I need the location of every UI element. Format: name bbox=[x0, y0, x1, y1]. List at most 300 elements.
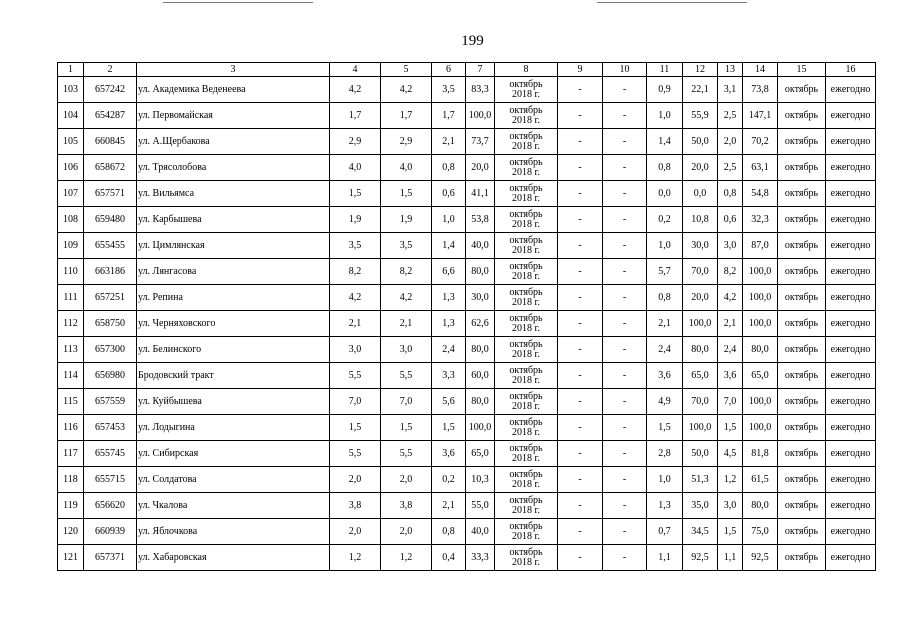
cell-code: 655455 bbox=[84, 233, 137, 259]
cell-col-7: 55,0 bbox=[466, 493, 495, 519]
table-row bbox=[58, 519, 876, 545]
cell-col-7: 53,8 bbox=[466, 207, 495, 233]
cell-col-7: 41,1 bbox=[466, 181, 495, 207]
cell-col-4: 3,0 bbox=[330, 337, 381, 363]
cell-year: 2018 г. bbox=[512, 322, 540, 334]
cell-col-15: октябрь bbox=[778, 181, 826, 207]
cell-col-10: - bbox=[603, 285, 647, 311]
cell-street: ул. Трясолобова bbox=[137, 155, 330, 181]
col-header-3: 3 bbox=[137, 63, 330, 77]
cell-col-13: 3,0 bbox=[718, 493, 743, 519]
table-row bbox=[58, 207, 876, 233]
cell-col-15: октябрь bbox=[778, 441, 826, 467]
cell-col-13: 1,5 bbox=[718, 415, 743, 441]
cell-col-15: октябрь bbox=[778, 467, 826, 493]
col-header-10: 10 bbox=[603, 63, 647, 77]
cell-col-7: 40,0 bbox=[466, 233, 495, 259]
cell-month: октябрь bbox=[509, 442, 543, 454]
cell-col-10: - bbox=[603, 337, 647, 363]
cell-col-13: 1,2 bbox=[718, 467, 743, 493]
cell-col-13: 2,5 bbox=[718, 155, 743, 181]
cell-col-11: 5,7 bbox=[647, 259, 683, 285]
cell-col-16: ежегодно bbox=[826, 519, 876, 545]
cell-street: ул. Солдатова bbox=[137, 467, 330, 493]
cell-col-16: ежегодно bbox=[826, 103, 876, 129]
cell-col-10: - bbox=[603, 363, 647, 389]
cell-col-14: 100,0 bbox=[743, 311, 778, 337]
table-row bbox=[58, 311, 876, 337]
cell-street: ул. Куйбышева bbox=[137, 389, 330, 415]
cell-col-5: 2,9 bbox=[381, 129, 432, 155]
col-header-9: 9 bbox=[558, 63, 603, 77]
col-header-5: 5 bbox=[381, 63, 432, 77]
cell-col-15: октябрь bbox=[778, 415, 826, 441]
cell-col-11: 0,8 bbox=[647, 155, 683, 181]
cell-month: октябрь bbox=[509, 234, 543, 246]
table-row bbox=[58, 77, 876, 103]
cell-col-12: 34,5 bbox=[683, 519, 718, 545]
cell-col-4: 5,5 bbox=[330, 441, 381, 467]
col-header-13: 13 bbox=[718, 63, 743, 77]
cell-col-10: - bbox=[603, 493, 647, 519]
cell-year: 2018 г. bbox=[512, 556, 540, 568]
cell-col-12: 10,8 bbox=[683, 207, 718, 233]
cell-col-14: 100,0 bbox=[743, 285, 778, 311]
cell-col-13: 0,8 bbox=[718, 181, 743, 207]
cell-row-number: 105 bbox=[58, 129, 84, 155]
cell-col-6: 3,5 bbox=[432, 77, 466, 103]
cell-col-8 bbox=[495, 103, 558, 129]
table-row bbox=[58, 493, 876, 519]
cell-col-5: 3,5 bbox=[381, 233, 432, 259]
cell-col-10: - bbox=[603, 129, 647, 155]
cell-col-11: 1,0 bbox=[647, 233, 683, 259]
cell-col-4: 5,5 bbox=[330, 363, 381, 389]
header-row bbox=[58, 63, 876, 77]
cell-month: октябрь bbox=[509, 182, 543, 194]
cell-year: 2018 г. bbox=[512, 452, 540, 464]
cell-col-4: 2,0 bbox=[330, 519, 381, 545]
cell-col-10: - bbox=[603, 155, 647, 181]
cell-code: 658672 bbox=[84, 155, 137, 181]
cell-col-14: 65,0 bbox=[743, 363, 778, 389]
cell-col-15: октябрь bbox=[778, 77, 826, 103]
cell-street: ул. Вильямса bbox=[137, 181, 330, 207]
cell-col-11: 1,0 bbox=[647, 467, 683, 493]
cell-col-12: 80,0 bbox=[683, 337, 718, 363]
cell-col-10: - bbox=[603, 519, 647, 545]
cell-col-8 bbox=[495, 155, 558, 181]
cell-col-12: 55,9 bbox=[683, 103, 718, 129]
cell-col-7: 80,0 bbox=[466, 337, 495, 363]
cell-col-13: 4,5 bbox=[718, 441, 743, 467]
cell-col-15: октябрь bbox=[778, 129, 826, 155]
cell-col-12: 30,0 bbox=[683, 233, 718, 259]
cell-col-9: - bbox=[558, 233, 603, 259]
cell-col-16: ежегодно bbox=[826, 233, 876, 259]
cell-col-16: ежегодно bbox=[826, 467, 876, 493]
table-row bbox=[58, 545, 876, 571]
cell-col-15: октябрь bbox=[778, 545, 826, 571]
cell-code: 657571 bbox=[84, 181, 137, 207]
cell-street: Бродовский тракт bbox=[137, 363, 330, 389]
col-header-11: 11 bbox=[647, 63, 683, 77]
table-row bbox=[58, 233, 876, 259]
cell-col-14: 92,5 bbox=[743, 545, 778, 571]
cell-col-11: 0,0 bbox=[647, 181, 683, 207]
cell-year: 2018 г. bbox=[512, 88, 540, 100]
cell-col-16: ежегодно bbox=[826, 285, 876, 311]
cell-month: октябрь bbox=[509, 338, 543, 350]
cell-col-16: ежегодно bbox=[826, 77, 876, 103]
cell-col-16: ежегодно bbox=[826, 155, 876, 181]
cell-col-5: 2,1 bbox=[381, 311, 432, 337]
cell-col-15: октябрь bbox=[778, 233, 826, 259]
cell-year: 2018 г. bbox=[512, 296, 540, 308]
cell-col-16: ежегодно bbox=[826, 207, 876, 233]
cell-row-number: 119 bbox=[58, 493, 84, 519]
cell-col-15: октябрь bbox=[778, 493, 826, 519]
cell-col-14: 87,0 bbox=[743, 233, 778, 259]
cell-col-5: 2,0 bbox=[381, 467, 432, 493]
cell-col-5: 3,8 bbox=[381, 493, 432, 519]
cell-col-14: 63,1 bbox=[743, 155, 778, 181]
table-row bbox=[58, 181, 876, 207]
cell-col-6: 1,5 bbox=[432, 415, 466, 441]
cell-col-14: 80,0 bbox=[743, 337, 778, 363]
cell-code: 660939 bbox=[84, 519, 137, 545]
cell-code: 657559 bbox=[84, 389, 137, 415]
cell-col-5: 4,0 bbox=[381, 155, 432, 181]
cell-col-4: 1,5 bbox=[330, 181, 381, 207]
cell-col-16: ежегодно bbox=[826, 389, 876, 415]
cell-col-13: 2,5 bbox=[718, 103, 743, 129]
cell-col-15: октябрь bbox=[778, 155, 826, 181]
cell-month: октябрь bbox=[509, 78, 543, 90]
cell-col-15: октябрь bbox=[778, 389, 826, 415]
cell-col-11: 2,1 bbox=[647, 311, 683, 337]
cell-col-4: 1,7 bbox=[330, 103, 381, 129]
cell-month: октябрь bbox=[509, 416, 543, 428]
cell-col-5: 4,2 bbox=[381, 285, 432, 311]
cell-col-7: 62,6 bbox=[466, 311, 495, 337]
cell-col-4: 1,9 bbox=[330, 207, 381, 233]
cell-col-6: 0,8 bbox=[432, 519, 466, 545]
table-row bbox=[58, 389, 876, 415]
col-header-16: 16 bbox=[826, 63, 876, 77]
cell-col-5: 2,0 bbox=[381, 519, 432, 545]
cell-col-16: ежегодно bbox=[826, 129, 876, 155]
cell-code: 659480 bbox=[84, 207, 137, 233]
cell-col-6: 1,4 bbox=[432, 233, 466, 259]
cell-col-4: 7,0 bbox=[330, 389, 381, 415]
col-header-7: 7 bbox=[466, 63, 495, 77]
cell-col-16: ежегодно bbox=[826, 311, 876, 337]
cell-street: ул. А.Щербакова bbox=[137, 129, 330, 155]
table-body bbox=[58, 77, 876, 571]
cell-col-4: 1,2 bbox=[330, 545, 381, 571]
cell-col-11: 2,4 bbox=[647, 337, 683, 363]
cell-col-7: 100,0 bbox=[466, 103, 495, 129]
cell-col-11: 1,4 bbox=[647, 129, 683, 155]
cell-col-15: октябрь bbox=[778, 259, 826, 285]
cell-col-6: 6,6 bbox=[432, 259, 466, 285]
cell-row-number: 112 bbox=[58, 311, 84, 337]
cell-col-14: 70,2 bbox=[743, 129, 778, 155]
col-header-14: 14 bbox=[743, 63, 778, 77]
cell-col-14: 100,0 bbox=[743, 259, 778, 285]
cell-year: 2018 г. bbox=[512, 374, 540, 386]
cell-col-5: 1,5 bbox=[381, 415, 432, 441]
cell-col-12: 70,0 bbox=[683, 259, 718, 285]
cell-month: октябрь bbox=[509, 520, 543, 532]
cell-month: октябрь bbox=[509, 364, 543, 376]
cell-col-5: 4,2 bbox=[381, 77, 432, 103]
cell-col-5: 3,0 bbox=[381, 337, 432, 363]
cell-street: ул. Черняховского bbox=[137, 311, 330, 337]
cell-col-8 bbox=[495, 519, 558, 545]
cell-code: 657453 bbox=[84, 415, 137, 441]
cell-col-16: ежегодно bbox=[826, 415, 876, 441]
cell-col-9: - bbox=[558, 207, 603, 233]
cell-col-7: 20,0 bbox=[466, 155, 495, 181]
cell-code: 657242 bbox=[84, 77, 137, 103]
cell-year: 2018 г. bbox=[512, 166, 540, 178]
cell-col-13: 3,0 bbox=[718, 233, 743, 259]
cell-col-13: 8,2 bbox=[718, 259, 743, 285]
table-row bbox=[58, 129, 876, 155]
cell-col-4: 4,2 bbox=[330, 77, 381, 103]
cell-row-number: 109 bbox=[58, 233, 84, 259]
cell-col-6: 0,6 bbox=[432, 181, 466, 207]
cell-col-15: октябрь bbox=[778, 363, 826, 389]
cell-col-10: - bbox=[603, 181, 647, 207]
cell-col-12: 100,0 bbox=[683, 311, 718, 337]
cell-row-number: 121 bbox=[58, 545, 84, 571]
cell-col-6: 5,6 bbox=[432, 389, 466, 415]
cell-row-number: 103 bbox=[58, 77, 84, 103]
cell-col-9: - bbox=[558, 363, 603, 389]
cell-col-6: 1,3 bbox=[432, 285, 466, 311]
cell-col-5: 1,9 bbox=[381, 207, 432, 233]
cell-col-11: 1,0 bbox=[647, 103, 683, 129]
cell-col-9: - bbox=[558, 77, 603, 103]
cell-col-11: 4,9 bbox=[647, 389, 683, 415]
cell-street: ул. Белинского bbox=[137, 337, 330, 363]
cell-col-4: 3,8 bbox=[330, 493, 381, 519]
cell-col-8 bbox=[495, 493, 558, 519]
cell-col-8 bbox=[495, 545, 558, 571]
cell-col-13: 1,1 bbox=[718, 545, 743, 571]
cell-col-7: 33,3 bbox=[466, 545, 495, 571]
cell-col-6: 3,3 bbox=[432, 363, 466, 389]
cell-col-13: 7,0 bbox=[718, 389, 743, 415]
cell-col-8 bbox=[495, 389, 558, 415]
table-row bbox=[58, 415, 876, 441]
cell-col-9: - bbox=[558, 545, 603, 571]
cell-month: октябрь bbox=[509, 546, 543, 558]
cell-col-12: 20,0 bbox=[683, 155, 718, 181]
cell-row-number: 116 bbox=[58, 415, 84, 441]
cell-col-4: 2,9 bbox=[330, 129, 381, 155]
cell-col-10: - bbox=[603, 207, 647, 233]
cell-year: 2018 г. bbox=[512, 270, 540, 282]
cell-col-14: 75,0 bbox=[743, 519, 778, 545]
col-header-4: 4 bbox=[330, 63, 381, 77]
cell-col-8 bbox=[495, 259, 558, 285]
data-table bbox=[57, 62, 876, 571]
cell-month: октябрь bbox=[509, 286, 543, 298]
cell-col-8 bbox=[495, 337, 558, 363]
cell-col-16: ежегодно bbox=[826, 259, 876, 285]
cell-year: 2018 г. bbox=[512, 140, 540, 152]
cell-month: октябрь bbox=[509, 260, 543, 272]
cell-col-4: 2,1 bbox=[330, 311, 381, 337]
cell-col-7: 73,7 bbox=[466, 129, 495, 155]
cell-code: 656620 bbox=[84, 493, 137, 519]
cell-col-12: 70,0 bbox=[683, 389, 718, 415]
cell-col-10: - bbox=[603, 77, 647, 103]
cell-col-11: 1,1 bbox=[647, 545, 683, 571]
cell-street: ул. Академика Веденеева bbox=[137, 77, 330, 103]
cell-col-6: 0,8 bbox=[432, 155, 466, 181]
cell-row-number: 117 bbox=[58, 441, 84, 467]
cell-col-16: ежегодно bbox=[826, 441, 876, 467]
cell-row-number: 111 bbox=[58, 285, 84, 311]
cell-col-14: 100,0 bbox=[743, 415, 778, 441]
cell-year: 2018 г. bbox=[512, 478, 540, 490]
cell-col-4: 4,2 bbox=[330, 285, 381, 311]
col-header-8: 8 bbox=[495, 63, 558, 77]
cell-col-9: - bbox=[558, 415, 603, 441]
cell-col-13: 0,6 bbox=[718, 207, 743, 233]
table-row bbox=[58, 467, 876, 493]
page-number: 199 bbox=[461, 33, 484, 49]
table-row bbox=[58, 337, 876, 363]
cell-col-16: ежегодно bbox=[826, 493, 876, 519]
cell-col-12: 92,5 bbox=[683, 545, 718, 571]
cell-col-12: 65,0 bbox=[683, 363, 718, 389]
cell-year: 2018 г. bbox=[512, 426, 540, 438]
cell-col-6: 0,4 bbox=[432, 545, 466, 571]
cell-col-5: 1,7 bbox=[381, 103, 432, 129]
cell-code: 660845 bbox=[84, 129, 137, 155]
cell-street: ул. Цимлянская bbox=[137, 233, 330, 259]
cell-code: 654287 bbox=[84, 103, 137, 129]
table-row bbox=[58, 259, 876, 285]
cell-col-6: 1,7 bbox=[432, 103, 466, 129]
cell-col-11: 3,6 bbox=[647, 363, 683, 389]
cell-col-8 bbox=[495, 415, 558, 441]
cell-col-9: - bbox=[558, 155, 603, 181]
cell-col-12: 100,0 bbox=[683, 415, 718, 441]
cell-col-13: 3,1 bbox=[718, 77, 743, 103]
cell-row-number: 104 bbox=[58, 103, 84, 129]
cell-month: октябрь bbox=[509, 468, 543, 480]
cell-col-6: 2,4 bbox=[432, 337, 466, 363]
cell-col-11: 0,7 bbox=[647, 519, 683, 545]
cell-col-13: 3,6 bbox=[718, 363, 743, 389]
cell-col-15: октябрь bbox=[778, 285, 826, 311]
col-header-12: 12 bbox=[683, 63, 718, 77]
cell-col-4: 1,5 bbox=[330, 415, 381, 441]
cell-col-15: октябрь bbox=[778, 519, 826, 545]
cell-row-number: 108 bbox=[58, 207, 84, 233]
cell-col-10: - bbox=[603, 259, 647, 285]
cell-col-13: 2,1 bbox=[718, 311, 743, 337]
cell-col-12: 22,1 bbox=[683, 77, 718, 103]
cell-month: октябрь bbox=[509, 156, 543, 168]
cell-col-7: 100,0 bbox=[466, 415, 495, 441]
cell-col-16: ежегодно bbox=[826, 337, 876, 363]
cell-code: 658750 bbox=[84, 311, 137, 337]
cell-col-10: - bbox=[603, 311, 647, 337]
cell-street: ул. Первомайская bbox=[137, 103, 330, 129]
cell-col-15: октябрь bbox=[778, 337, 826, 363]
cell-month: октябрь bbox=[509, 312, 543, 324]
cell-col-15: октябрь bbox=[778, 207, 826, 233]
cell-code: 657251 bbox=[84, 285, 137, 311]
cell-col-14: 81,8 bbox=[743, 441, 778, 467]
cell-col-16: ежегодно bbox=[826, 363, 876, 389]
cell-code: 657300 bbox=[84, 337, 137, 363]
cell-col-4: 8,2 bbox=[330, 259, 381, 285]
col-header-15: 15 bbox=[778, 63, 826, 77]
cell-col-7: 80,0 bbox=[466, 259, 495, 285]
cell-row-number: 114 bbox=[58, 363, 84, 389]
cell-col-8 bbox=[495, 311, 558, 337]
cell-col-9: - bbox=[558, 467, 603, 493]
cell-col-6: 2,1 bbox=[432, 129, 466, 155]
cell-col-9: - bbox=[558, 285, 603, 311]
cell-col-9: - bbox=[558, 181, 603, 207]
cell-col-9: - bbox=[558, 493, 603, 519]
cell-col-5: 7,0 bbox=[381, 389, 432, 415]
cell-code: 655745 bbox=[84, 441, 137, 467]
cell-code: 663186 bbox=[84, 259, 137, 285]
cell-col-14: 61,5 bbox=[743, 467, 778, 493]
cell-col-6: 1,3 bbox=[432, 311, 466, 337]
cell-col-11: 1,3 bbox=[647, 493, 683, 519]
cell-col-13: 1,5 bbox=[718, 519, 743, 545]
cell-col-5: 5,5 bbox=[381, 441, 432, 467]
cell-col-8 bbox=[495, 441, 558, 467]
cell-col-7: 65,0 bbox=[466, 441, 495, 467]
cell-col-16: ежегодно bbox=[826, 545, 876, 571]
cell-col-12: 51,3 bbox=[683, 467, 718, 493]
cell-year: 2018 г. bbox=[512, 244, 540, 256]
cell-col-9: - bbox=[558, 389, 603, 415]
cell-col-10: - bbox=[603, 441, 647, 467]
cell-col-11: 2,8 bbox=[647, 441, 683, 467]
cell-col-4: 4,0 bbox=[330, 155, 381, 181]
cell-month: октябрь bbox=[509, 104, 543, 116]
cell-col-5: 8,2 bbox=[381, 259, 432, 285]
cell-col-10: - bbox=[603, 545, 647, 571]
cell-col-14: 32,3 bbox=[743, 207, 778, 233]
cell-month: октябрь bbox=[509, 208, 543, 220]
col-header-6: 6 bbox=[432, 63, 466, 77]
cell-col-16: ежегодно bbox=[826, 181, 876, 207]
cell-year: 2018 г. bbox=[512, 114, 540, 126]
cell-col-11: 1,5 bbox=[647, 415, 683, 441]
cell-street: ул. Сибирская bbox=[137, 441, 330, 467]
cell-col-7: 40,0 bbox=[466, 519, 495, 545]
cell-row-number: 118 bbox=[58, 467, 84, 493]
cell-col-14: 54,8 bbox=[743, 181, 778, 207]
cell-col-9: - bbox=[558, 311, 603, 337]
cell-col-11: 0,9 bbox=[647, 77, 683, 103]
